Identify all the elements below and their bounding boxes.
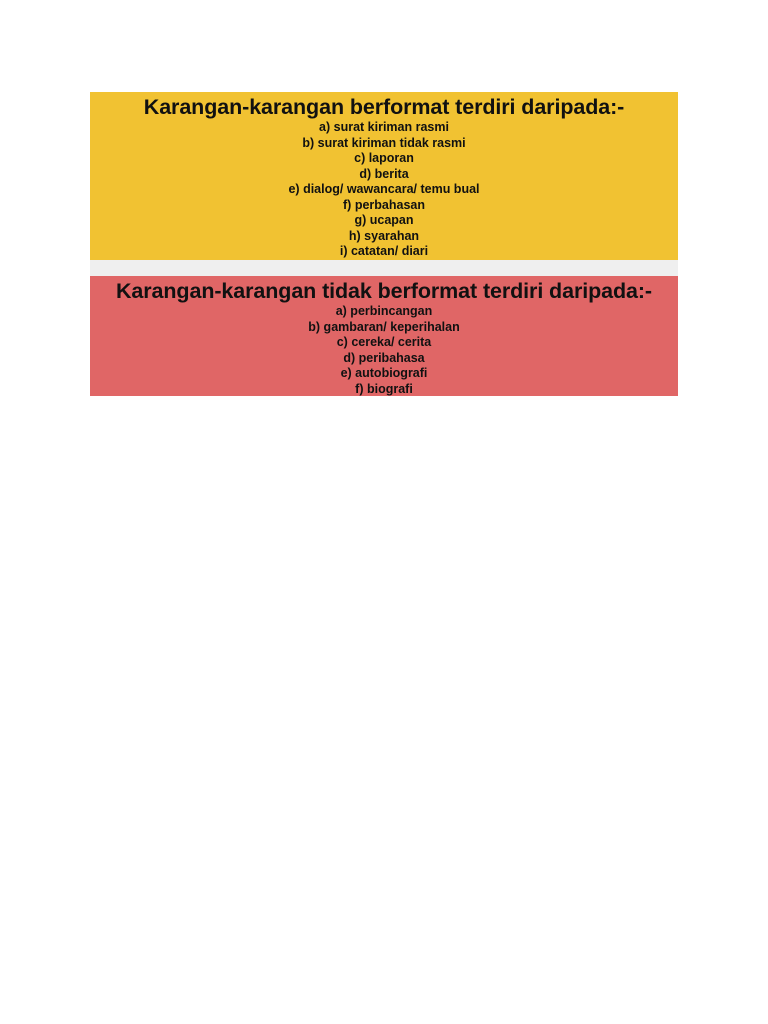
document-content (90, 92, 678, 396)
tidak-berformat-panel (90, 276, 678, 396)
list-item: i) catatan/ diari (339, 244, 429, 258)
list-item: f) perbahasan (343, 197, 425, 212)
list-item: e) dialog/ wawancara/ temu bual (288, 182, 480, 196)
list-item: c) cereka/ cerita (336, 335, 432, 349)
list-item: g) ucapan (354, 213, 414, 227)
tidak-berformat-list (90, 304, 678, 397)
list-item: h) syarahan (348, 228, 420, 243)
list-item: f) biografi (355, 381, 413, 396)
berformat-list (90, 120, 678, 260)
list-item: d) peribahasa (343, 350, 425, 365)
list-item: c) laporan (354, 151, 414, 165)
tidak-berformat-title: Karangan-karangan tidak berformat terdiri daripada:- (115, 279, 652, 303)
list-item: b) gambaran/ keperihalan (308, 319, 460, 334)
berformat-panel (90, 92, 678, 260)
list-item: a) surat kiriman rasmi (319, 120, 449, 134)
panel-divider (90, 260, 678, 276)
list-item: d) berita (359, 166, 409, 181)
list-item: a) perbincangan (335, 304, 433, 318)
list-item: e) autobiografi (340, 366, 428, 380)
berformat-title: Karangan-karangan berformat terdiri daripada:- (143, 95, 625, 119)
list-item: b) surat kiriman tidak rasmi (302, 135, 466, 150)
